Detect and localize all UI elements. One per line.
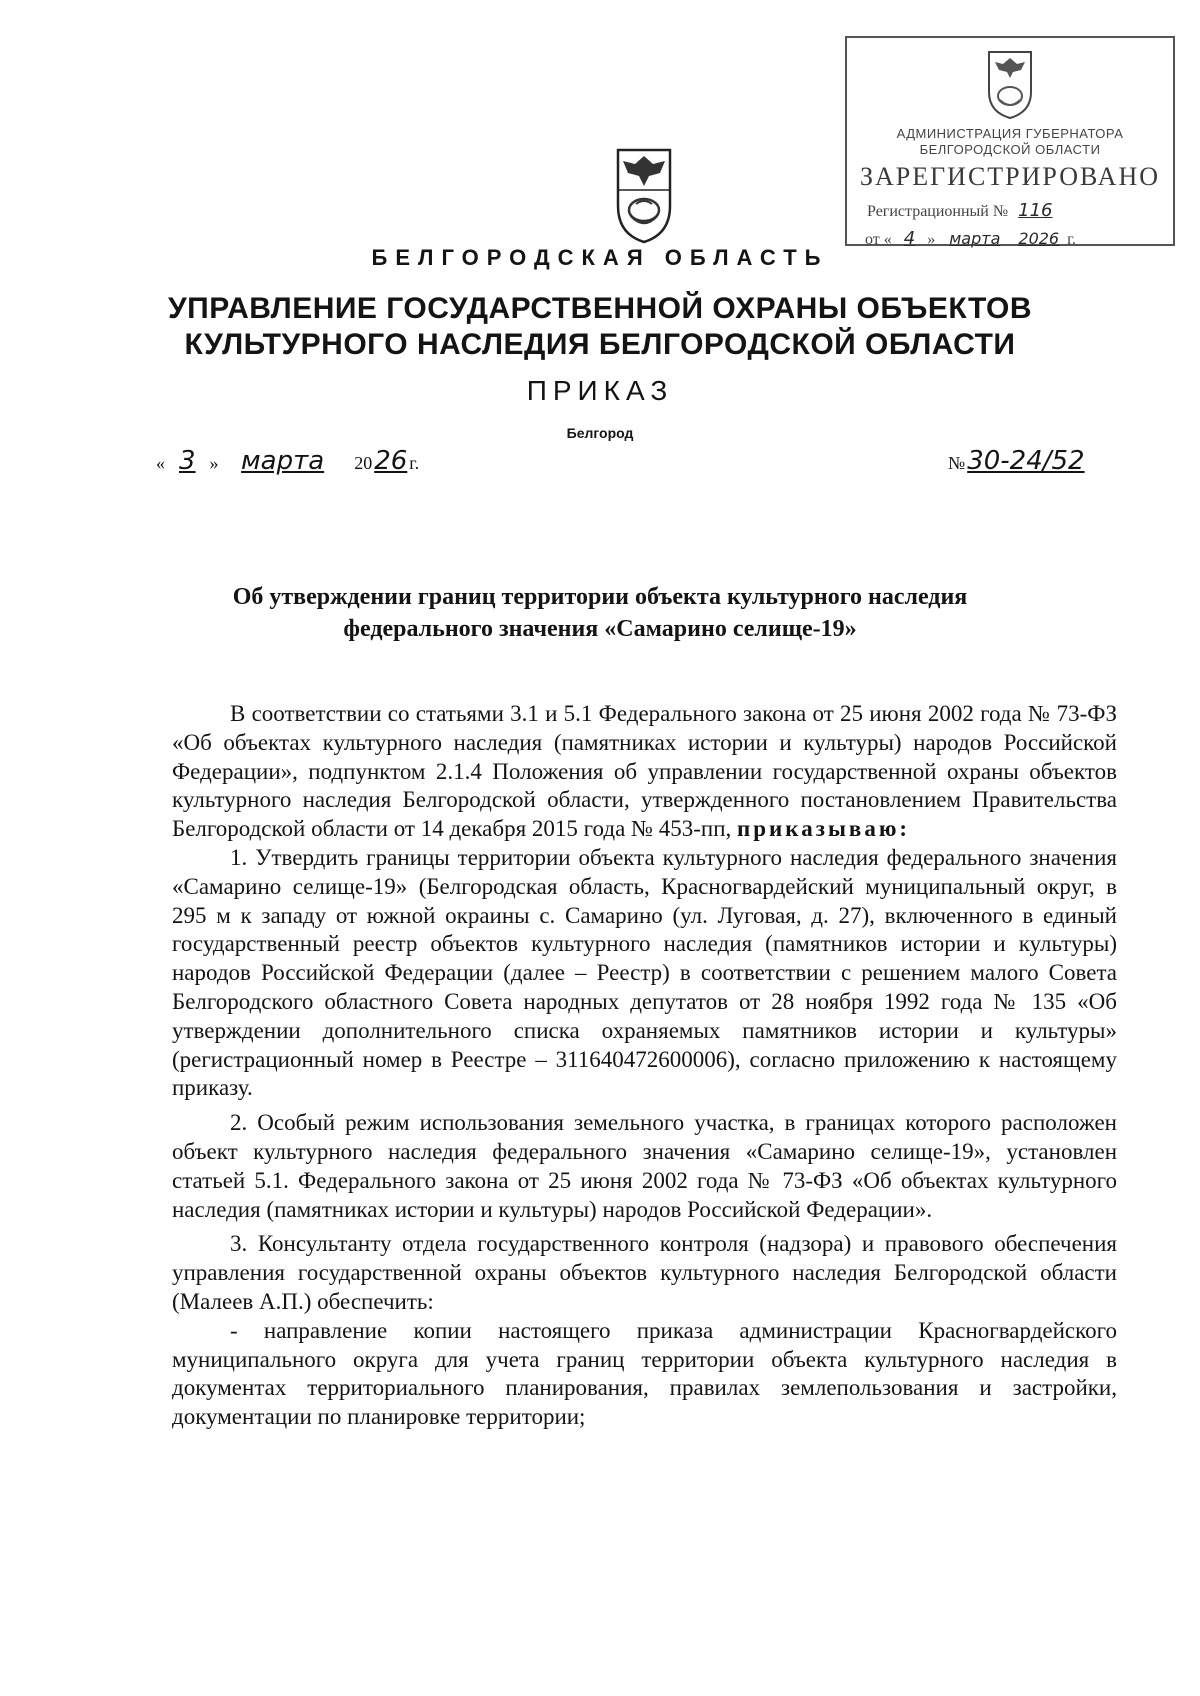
date-g: г. [409,453,420,473]
stamp-reg-line [867,200,1053,221]
item-3: 3. Консультанту отдела государственного контроля (надзора) и правового обеспечения управления государственной охраны объектов культурного наследия Белгородской области (Малеев А.П.) обеспечить: [172,1231,1117,1314]
intro-paragraph [172,700,1117,844]
department-line2: КУЛЬТУРНОГО НАСЛЕДИЯ БЕЛГОРОДСКОЙ ОБЛАСТИ [184,328,1016,361]
city: Белгород [566,425,634,441]
region-name: БЕЛГОРОДСКАЯ ОБЛАСТЬ [371,245,829,270]
intro-verb: приказываю: [737,816,911,842]
department-line1: УПРАВЛЕНИЕ ГОСУДАРСТВЕННОЙ ОХРАНЫ ОБЪЕКТОВ [167,292,1033,325]
stamp-date-year: 2026 [1018,229,1060,248]
date-open-quote: « [156,453,165,473]
item-3a: - направление копии настоящего приказа администрации Красногвардейского муниципального округа для учета границ территории объекта культурного наследия в документах территориального планирования, правилах землепользования и застройки, документации по планировке территории; [172,1317,1117,1430]
order-number [948,446,1085,476]
item-2: 2. Особый режим использования земельного участка, в границах которого расположен объект культурного наследия федерального значения «Самарино селище-19», установлен статьей 5.1. Федерального закона от 25 июня 2002 года № 73-ФЗ «Об объектах культурного наследия (памятниках истории и культуры) народов Российской Федерации». [172,1110,1117,1222]
stamp-reg-label: Регистрационный № [867,203,1009,220]
number-value: 30-24/52 [967,446,1085,476]
order-title-line2: федерального значения «Самарино селище-19» [343,616,857,642]
item-1: 1. Утвердить границы территории объекта культурного наследия федерального значения «Самарино селище-19» (Белгородская область, Красногвардейский муниципальный округ, в 295 м к западу от южной окраины с. Самарино (ул. Луговая, д. 27), включенного в единый государственный реестр объектов культурного наследия (памятников истории и культуры) народов Российской Федерации (далее – Реестр) в соответствии с решением малого Совета Белгородского областного Совета народных депутатов от 28 ноября 1992 года № 135 «Об утверждении дополнительного списка охраняемых памятников истории и культуры» (регистрационный номер в Реестре – 311640472600006), согласно приложению к настоящему приказу. [172,844,1117,1101]
stamp-org-line2: БЕЛГОРОДСКОЙ ОБЛАСТИ [919,142,1101,157]
stamp-org-line1: АДМИНИСТРАЦИЯ ГУБЕРНАТОРА [896,126,1124,141]
date-day: 3 [179,446,196,476]
date-year-suffix: 26 [374,446,408,476]
order-date [156,446,419,476]
number-label: № [948,453,966,473]
coat-of-arms-icon [985,48,1035,120]
order-body [172,700,1117,1432]
coat-of-arms-icon [614,146,674,246]
order-title-line1: Об утверждении границ территории объекта культурного наследия [232,584,968,610]
stamp-date-suffix: г. [1067,231,1076,248]
stamp-date-day: 4 [903,228,916,249]
stamp-date-month: марта [949,229,1001,248]
date-close-quote: » [209,453,219,473]
registration-stamp [845,36,1175,249]
stamp-date-mid: » [927,231,936,248]
date-year-prefix: 20 [354,453,373,473]
stamp-date-prefix: от « [865,231,892,248]
date-month: марта [241,446,325,476]
stamp-reg-number: 116 [1018,200,1053,221]
intro-text: В соответствии со статьями 3.1 и 5.1 Федерального закона от 25 июня 2002 года № 73-ФЗ «Об объектах культурного наследия (памятниках истории и культуры) народов Российской Федерации», подпунктом 2.1.4 Положения об управлении государственной охраны объектов культурного наследия Белгородской области, утвержденного постановлением Правительства Белгородской области от 14 декабря 2015 года № 453-пп, [172,701,1117,842]
stamp-status: ЗАРЕГИСТРИРОВАНО [860,162,1160,191]
document-type: ПРИКАЗ [526,375,674,406]
